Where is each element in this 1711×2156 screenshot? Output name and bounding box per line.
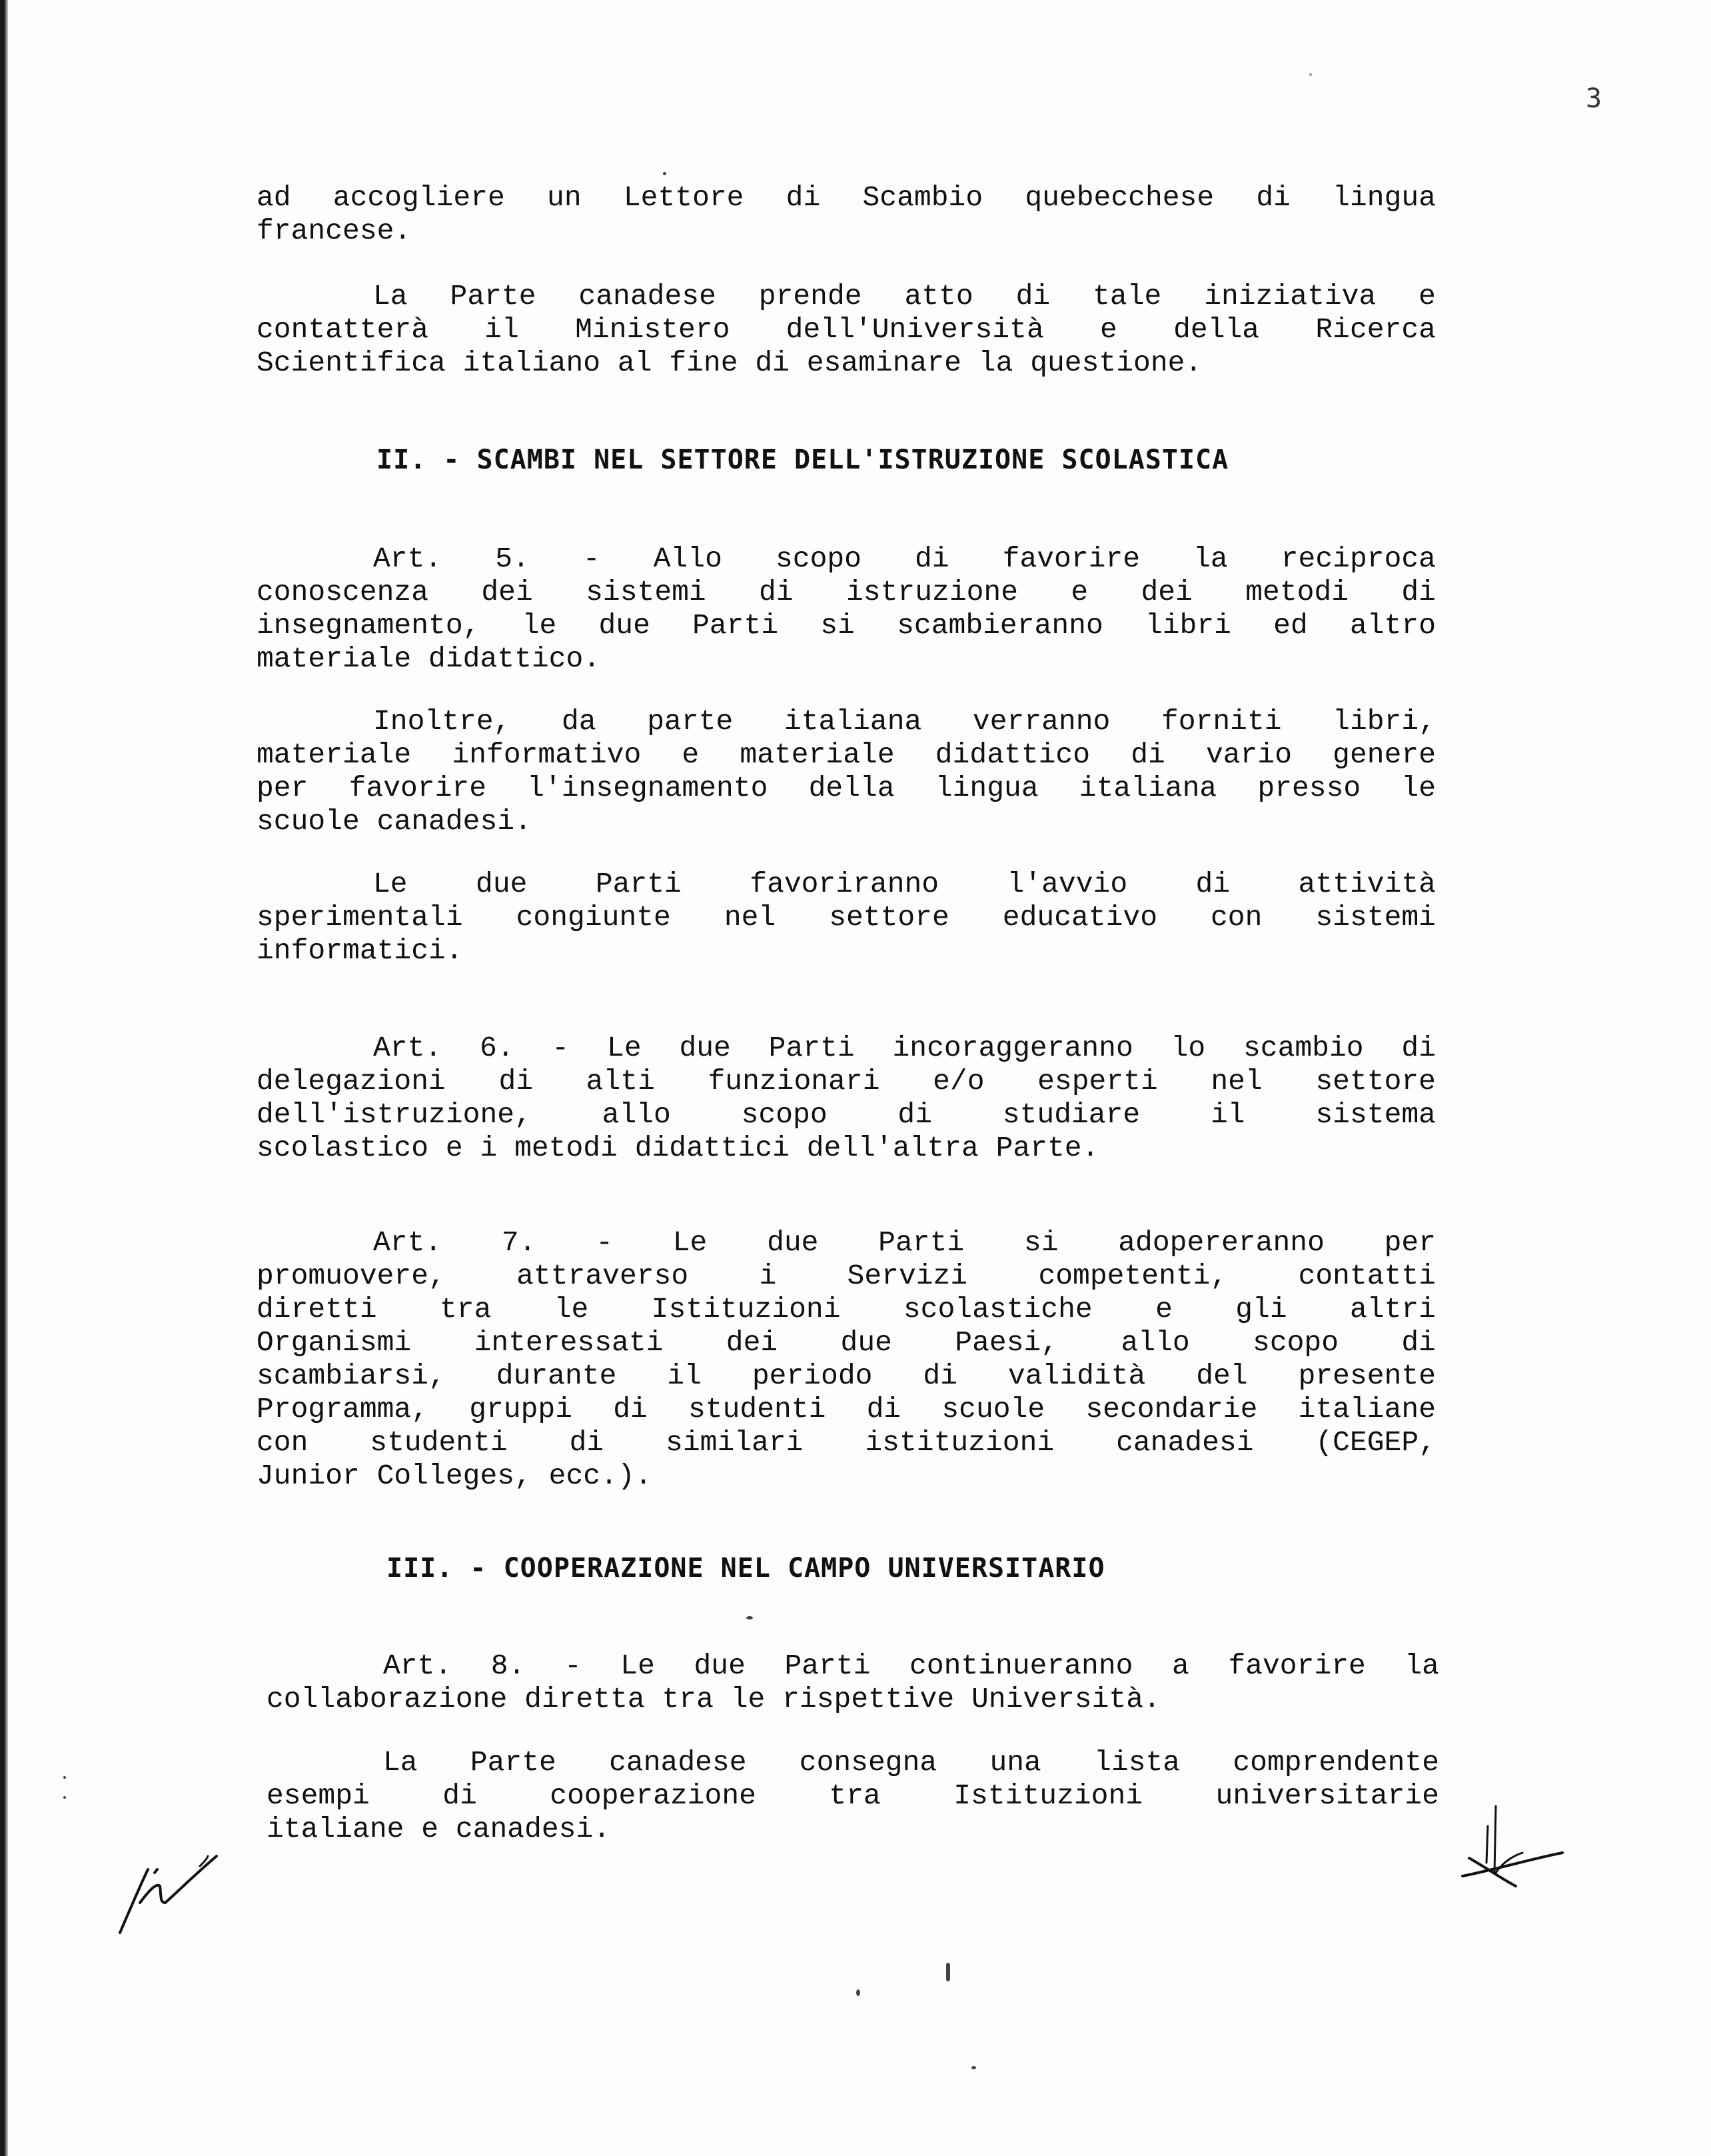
- text-line: scuole canadesi.: [257, 805, 532, 838]
- text-line: Scientifica italiano al fine di esaminare la questione.: [257, 347, 1203, 379]
- text-line: esempi di cooperazione tra Istituzioni universitarie: [267, 1779, 1439, 1812]
- article-5-paragraph-2: [257, 705, 1436, 838]
- text-line: Programma, gruppi di studenti di scuole secondarie italiane: [257, 1393, 1436, 1426]
- article-8: [267, 1649, 1439, 1716]
- text-line: Junior Colleges, ecc.).: [257, 1460, 652, 1492]
- text-line: scambiarsi, durante il periodo di validità del presente: [257, 1360, 1436, 1392]
- paragraph-canadian-side: [257, 280, 1436, 380]
- text-line: diretti tra le Istituzioni scolastiche e gli altri: [257, 1293, 1436, 1326]
- text-line: La Parte canadese prende atto di tale iniziativa e: [373, 280, 1436, 313]
- handwritten-initials-right: [1456, 1799, 1569, 1893]
- text-line: promuovere, attraverso i Servizi competenti, contatti: [257, 1260, 1436, 1292]
- article-7: [257, 1226, 1436, 1493]
- text-line: con studenti di similari istituzioni canadesi (CEGEP,: [257, 1426, 1436, 1459]
- article-6: [257, 1032, 1436, 1165]
- text-line: sperimentali congiunte nel settore educativo con sistemi: [257, 901, 1436, 934]
- text-line: informatici.: [257, 934, 463, 967]
- binding-edge: [0, 0, 8, 2156]
- scan-speck: [946, 1963, 950, 1981]
- text-line: insegnamento, le due Parti si scambieranno libri ed altro: [257, 609, 1436, 642]
- text-line: Le due Parti favoriranno l'avvio di attività: [373, 868, 1436, 900]
- text-line: Organismi interessati dei due Paesi, allo scopo di: [257, 1326, 1436, 1359]
- text-line: italiane e canadesi.: [267, 1813, 611, 1845]
- text-line: materiale didattico.: [257, 642, 601, 675]
- scan-speck: [63, 1796, 66, 1799]
- text-line: Art. 8. - Le due Parti continueranno a favorire la: [383, 1649, 1439, 1682]
- paragraph-continuation: [257, 181, 1436, 248]
- text-line: collaborazione diretta tra le rispettive Università.: [267, 1683, 1161, 1715]
- scan-speck: [1309, 73, 1312, 76]
- scan-speck: [663, 172, 666, 175]
- scan-speck: [971, 2066, 976, 2069]
- scan-speck: [856, 1989, 860, 1996]
- article-5-paragraph-3: [257, 868, 1436, 968]
- text-line: Art. 5. - Allo scopo di favorire la reciproca: [373, 542, 1436, 575]
- text-line: per favorire l'insegnamento della lingua italiana presso le: [257, 772, 1436, 804]
- text-line: conoscenza dei sistemi di istruzione e dei metodi di: [257, 576, 1436, 608]
- text-line: materiale informativo e materiale didattico di vario genere: [257, 738, 1436, 771]
- scan-speck: [63, 1776, 66, 1779]
- text-line: scolastico e i metodi didattici dell'altra Parte.: [257, 1132, 1099, 1164]
- scan-speck: [746, 1616, 753, 1619]
- text-line: Art. 7. - Le due Parti si adopereranno per: [373, 1226, 1436, 1259]
- handwritten-initials-left: [113, 1836, 227, 1943]
- text-line: francese.: [257, 215, 412, 247]
- text-line: ad accogliere un Lettore di Scambio quebecchese di lingua: [257, 181, 1436, 214]
- text-line: La Parte canadese consegna una lista comprendente: [383, 1746, 1439, 1779]
- text-line: delegazioni di alti funzionari e/o esperti nel settore: [257, 1065, 1436, 1098]
- text-line: contatterà il Ministero dell'Università e della Ricerca: [257, 313, 1436, 346]
- article-5: [257, 542, 1436, 676]
- section-heading-iii: III. - COOPERAZIONE NEL CAMPO UNIVERSITARIO: [386, 1553, 1105, 1584]
- page-number: 3: [1586, 83, 1602, 114]
- article-8-paragraph-2: [267, 1746, 1439, 1846]
- text-line: Art. 6. - Le due Parti incoraggeranno lo scambio di: [373, 1032, 1436, 1064]
- text-line: dell'istruzione, allo scopo di studiare il sistema: [257, 1098, 1436, 1131]
- section-heading-ii: II. - SCAMBI NEL SETTORE DELL'ISTRUZIONE SCOLASTICA: [376, 445, 1229, 475]
- text-line: Inoltre, da parte italiana verranno forniti libri,: [373, 705, 1436, 738]
